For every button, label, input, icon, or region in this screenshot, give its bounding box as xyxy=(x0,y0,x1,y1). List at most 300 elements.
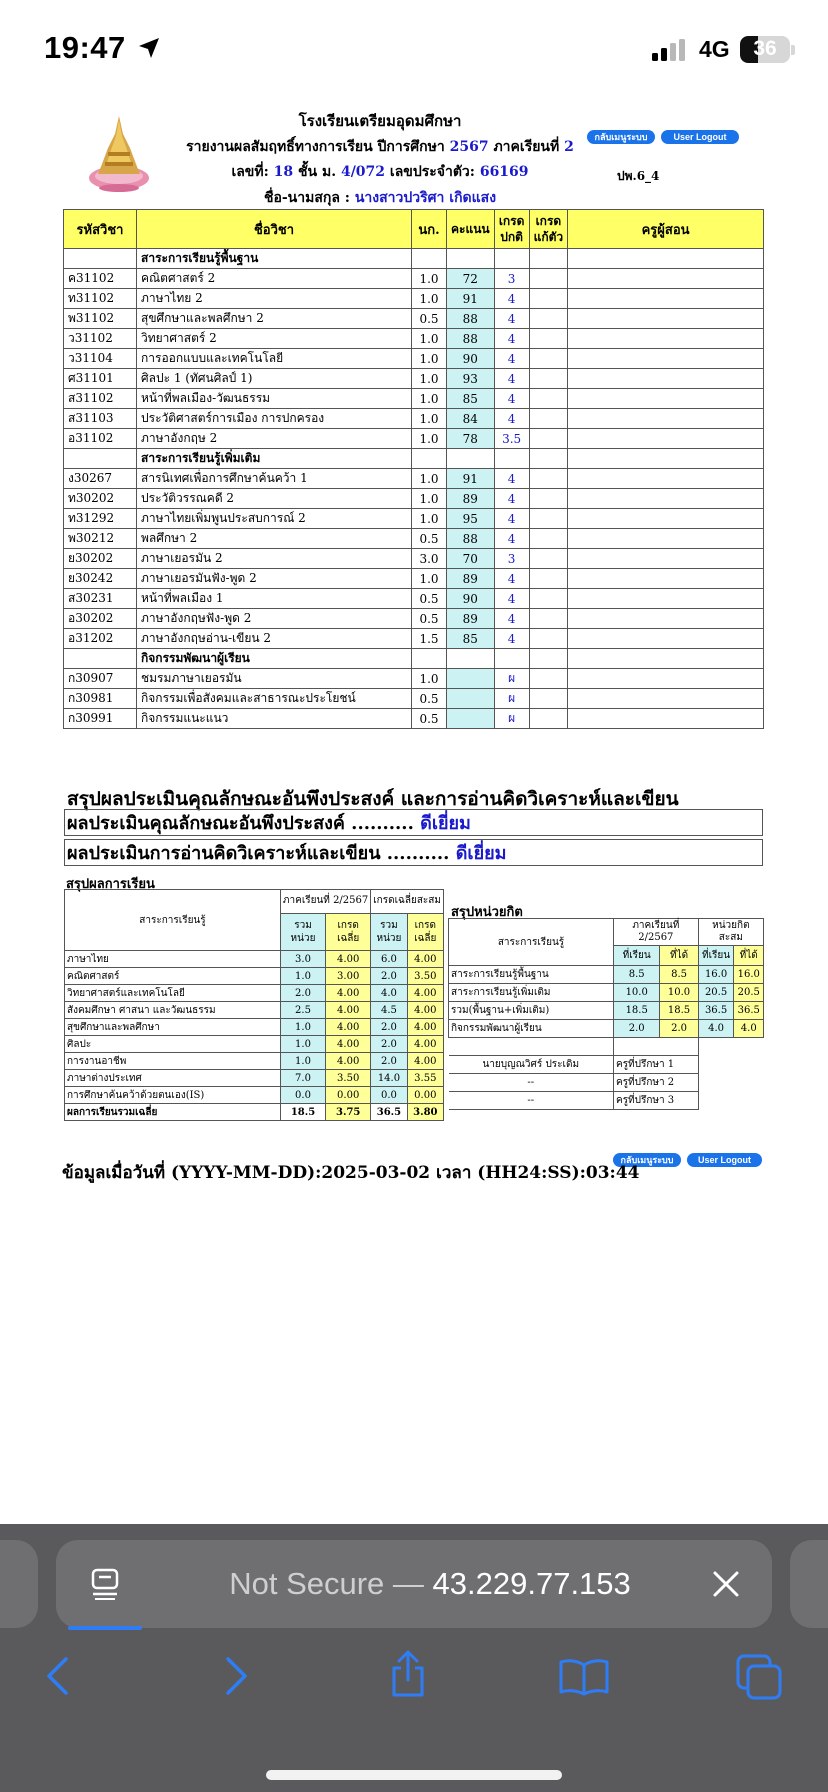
summary-area: ศิลปะ xyxy=(65,1036,281,1053)
header-code: รหัสวิชา xyxy=(64,210,137,249)
subject-code: อ31202 xyxy=(64,629,137,649)
summary-cum-gpa: 4.00 xyxy=(407,985,443,1002)
summary-cum-units: 14.0 xyxy=(371,1070,407,1087)
summary-cum-gpa: 3.55 xyxy=(407,1070,443,1087)
credits-area: กิจกรรมพัฒนาผู้เรียน xyxy=(449,1020,614,1038)
subject-credit: 0.5 xyxy=(412,529,447,549)
subject-fix-grade xyxy=(529,429,568,449)
table-row xyxy=(64,289,764,309)
subject-name: หน้าที่พลเมือง-วัฒนธรรม xyxy=(137,389,412,409)
semester: 2 xyxy=(564,139,574,155)
advisor-empty-cell xyxy=(698,1074,763,1092)
group-empty-cell xyxy=(447,649,495,669)
subject-teacher xyxy=(568,289,764,309)
table-row xyxy=(65,985,444,1002)
header-grade-line1: เกรด xyxy=(498,214,525,228)
subject-fix-grade xyxy=(529,569,568,589)
back-to-menu-button[interactable]: กลับเมนูระบบ xyxy=(587,130,655,144)
close-icon[interactable] xyxy=(712,1570,740,1598)
subject-credit: 0.5 xyxy=(412,609,447,629)
subject-score: 88 xyxy=(447,529,495,549)
summary-header-units: รวมหน่วย xyxy=(280,913,325,950)
subject-credit: 1.0 xyxy=(412,669,447,689)
characteristics-evaluation xyxy=(64,809,763,836)
results-summary-table xyxy=(64,889,444,1121)
subject-fix-grade xyxy=(529,509,568,529)
summary-area: การศึกษาค้นคว้าด้วยตนเอง(IS) xyxy=(65,1087,281,1104)
advisor-label: ครูที่ปรึกษา 2 xyxy=(614,1074,699,1092)
subject-code: ส31103 xyxy=(64,409,137,429)
credits-earned: 8.5 xyxy=(660,966,698,984)
summary-cum-gpa: 4.00 xyxy=(407,1019,443,1036)
semester-label: ภาคเรียนที่ xyxy=(493,139,560,155)
group-empty-cell xyxy=(568,449,764,469)
name-label: ชื่อ-นามสกุล : xyxy=(263,190,350,206)
subject-grade: ผ xyxy=(494,689,529,709)
subject-credit: 0.5 xyxy=(412,689,447,709)
form-code: ปพ.6_4 xyxy=(617,169,660,183)
subject-fix-grade xyxy=(529,609,568,629)
summary-cum-units: 0.0 xyxy=(371,1087,407,1104)
logout-button[interactable]: User Logout xyxy=(661,130,739,144)
subject-grade: 4 xyxy=(494,409,529,429)
advisor-row xyxy=(449,1074,764,1092)
header-fix-grade xyxy=(529,210,568,249)
table-row xyxy=(64,609,764,629)
subject-grade: ผ xyxy=(494,669,529,689)
group-title: สาระการเรียนรู้เพิ่มเติม xyxy=(137,449,412,469)
credits-cum-enrolled: 20.5 xyxy=(698,984,734,1002)
subject-grade: 4 xyxy=(494,289,529,309)
table-row xyxy=(64,269,764,289)
advisor-row xyxy=(449,1056,764,1074)
subject-grade: 4 xyxy=(494,629,529,649)
battery-tip xyxy=(791,45,795,55)
subject-credit: 1.0 xyxy=(412,349,447,369)
subject-teacher xyxy=(568,569,764,589)
group-empty-cell xyxy=(412,249,447,269)
table-row xyxy=(64,389,764,409)
credits-enrolled: 18.5 xyxy=(614,1002,660,1020)
table-row xyxy=(64,709,764,729)
subject-code: ศ31101 xyxy=(64,369,137,389)
summary-cum-gpa: 4.00 xyxy=(407,951,443,968)
subject-name: ภาษาเยอรมันฟัง-พูด 2 xyxy=(137,569,412,589)
table-row xyxy=(65,1053,444,1070)
summary-total-cum-gpa: 3.80 xyxy=(407,1104,443,1121)
subject-grade: 4 xyxy=(494,589,529,609)
subject-credit: 3.0 xyxy=(412,549,447,569)
subject-score: 88 xyxy=(447,329,495,349)
address-bar[interactable] xyxy=(56,1540,772,1628)
subject-name: คณิตศาสตร์ 2 xyxy=(137,269,412,289)
subject-score xyxy=(447,689,495,709)
subject-code: ว31102 xyxy=(64,329,137,349)
summary-total-units: 18.5 xyxy=(280,1104,325,1121)
group-empty-cell xyxy=(64,649,137,669)
subject-credit: 0.5 xyxy=(412,589,447,609)
summary-cum-units: 6.0 xyxy=(371,951,407,968)
subject-score: 85 xyxy=(447,389,495,409)
subject-score: 72 xyxy=(447,269,495,289)
characteristics-label: ผลประเมินคุณลักษณะอันพึงประสงค์ .......... xyxy=(67,813,414,834)
summary-units: 1.0 xyxy=(280,1019,325,1036)
subject-grade: 4 xyxy=(494,489,529,509)
load-progress-bar xyxy=(68,1626,142,1630)
subject-score: 89 xyxy=(447,489,495,509)
advisor-empty-cell xyxy=(698,1056,763,1074)
subject-name: ภาษาไทยเพิ่มพูนประสบการณ์ 2 xyxy=(137,509,412,529)
subject-name: ภาษาอังกฤษอ่าน-เขียน 2 xyxy=(137,629,412,649)
credits-enrolled: 8.5 xyxy=(614,966,660,984)
table-row xyxy=(65,1036,444,1053)
subject-name: ประวัติศาสตร์การเมือง การปกครอง xyxy=(137,409,412,429)
subject-teacher xyxy=(568,369,764,389)
group-empty-cell xyxy=(494,449,529,469)
subject-fix-grade xyxy=(529,269,568,289)
table-row xyxy=(64,529,764,549)
subject-score: 91 xyxy=(447,289,495,309)
subject-score: 93 xyxy=(447,369,495,389)
student-number: 18 xyxy=(273,164,294,180)
student-info-line xyxy=(150,161,610,183)
subject-teacher xyxy=(568,709,764,729)
subject-teacher xyxy=(568,489,764,509)
share-icon[interactable] xyxy=(388,1650,428,1698)
summary-area: การงานอาชีพ xyxy=(65,1053,281,1070)
subject-code: ย30202 xyxy=(64,549,137,569)
subject-fix-grade xyxy=(529,349,568,369)
advisor-body xyxy=(449,1056,764,1110)
subject-teacher xyxy=(568,549,764,569)
subject-score: 78 xyxy=(447,429,495,449)
summary-gpa: 0.00 xyxy=(326,1087,371,1104)
credits-enrolled: 10.0 xyxy=(614,984,660,1002)
subject-score xyxy=(447,669,495,689)
summary-cum-units: 4.5 xyxy=(371,1002,407,1019)
summary-gpa: 3.00 xyxy=(326,968,371,985)
table-row xyxy=(64,409,764,429)
subject-code: ส30231 xyxy=(64,589,137,609)
subject-code: ค31102 xyxy=(64,269,137,289)
school-crest-logo xyxy=(86,114,152,196)
subject-teacher xyxy=(568,509,764,529)
table-row xyxy=(64,549,764,569)
summary-total-gpa: 3.75 xyxy=(326,1104,371,1121)
credits-earned: 10.0 xyxy=(660,984,698,1002)
header-fix-line2: แก้ตัว xyxy=(533,230,564,244)
student-class: 4/072 xyxy=(340,164,386,180)
table-row xyxy=(64,469,764,489)
logout-button-bottom[interactable]: User Logout xyxy=(687,1153,762,1167)
bookmarks-icon[interactable] xyxy=(558,1658,610,1696)
summary-header-semester: ภาคเรียนที่ 2/2567 xyxy=(280,890,370,914)
table-row xyxy=(64,629,764,649)
grades-body xyxy=(64,249,764,729)
subject-credit: 1.5 xyxy=(412,629,447,649)
subject-code: อ30202 xyxy=(64,609,137,629)
subject-teacher xyxy=(568,429,764,449)
subject-code: ท31292 xyxy=(64,509,137,529)
subject-score: 95 xyxy=(447,509,495,529)
subject-credit: 1.0 xyxy=(412,409,447,429)
evaluation-title: สรุปผลประเมินคุณลักษณะอันพึงประสงค์ และการอ่านคิดวิเคราะห์และเขียน xyxy=(67,788,679,810)
subject-score: 90 xyxy=(447,589,495,609)
subject-score: 89 xyxy=(447,609,495,629)
subject-name: สุขศึกษาและพลศึกษา 2 xyxy=(137,309,412,329)
summary-cum-units: 4.0 xyxy=(371,985,407,1002)
subject-credit: 0.5 xyxy=(412,709,447,729)
summary-gpa: 3.50 xyxy=(326,1070,371,1087)
subject-name: ชมรมภาษาเยอรมัน xyxy=(137,669,412,689)
summary-cum-units: 2.0 xyxy=(371,1053,407,1070)
summary-units: 1.0 xyxy=(280,968,325,985)
back-to-menu-button-bottom[interactable]: กลับเมนูระบบ xyxy=(613,1153,681,1167)
subject-grade: 4 xyxy=(494,369,529,389)
battery-icon xyxy=(740,36,790,63)
table-row xyxy=(64,489,764,509)
number-label: เลขที่: xyxy=(231,164,269,180)
subject-name: ภาษาไทย 2 xyxy=(137,289,412,309)
header-fix-line1: เกรด xyxy=(535,214,562,228)
group-empty-cell xyxy=(412,449,447,469)
subject-credit: 1.0 xyxy=(412,429,447,449)
subject-grade: 3 xyxy=(494,549,529,569)
subject-score: 85 xyxy=(447,629,495,649)
subject-credit: 1.0 xyxy=(412,289,447,309)
summary-area: วิทยาศาสตร์และเทคโนโลยี xyxy=(65,985,281,1002)
group-empty-cell xyxy=(412,649,447,669)
group-empty-cell xyxy=(529,249,568,269)
group-header-row xyxy=(64,249,764,269)
student-name: นางสาวปวริศา xyxy=(354,190,445,206)
data-timestamp: ข้อมูลเมื่อวันที่ (YYYY-MM-DD):2025-03-02 เวลา (HH24:SS):03:44 xyxy=(62,1163,640,1183)
subject-fix-grade xyxy=(529,669,568,689)
summary-gpa: 4.00 xyxy=(326,1036,371,1053)
home-indicator[interactable] xyxy=(266,1770,562,1780)
summary-header-cum-gpa: เกรดเฉลี่ย xyxy=(407,913,443,950)
subject-score: 89 xyxy=(447,569,495,589)
subject-teacher xyxy=(568,409,764,429)
tabs-icon[interactable] xyxy=(736,1654,784,1700)
subject-fix-grade xyxy=(529,549,568,569)
back-chevron-icon[interactable] xyxy=(44,1656,70,1696)
subject-fix-grade xyxy=(529,689,568,709)
summary-cum-gpa: 4.00 xyxy=(407,1036,443,1053)
table-row xyxy=(64,429,764,449)
table-row xyxy=(64,369,764,389)
advisor-label: ครูที่ปรึกษา 3 xyxy=(614,1092,699,1110)
group-empty-cell xyxy=(447,249,495,269)
school-name: โรงเรียนเตรียมอุดมศึกษา xyxy=(298,112,462,130)
summary-header-cumulative: เกรดเฉลี่ยสะสม xyxy=(371,890,444,914)
subject-fix-grade xyxy=(529,489,568,509)
header-subject: ชื่อวิชา xyxy=(137,210,412,249)
subject-credit: 1.0 xyxy=(412,489,447,509)
subject-fix-grade xyxy=(529,309,568,329)
subject-name: ศิลปะ 1 (ทัศนศิลป์ 1) xyxy=(137,369,412,389)
subject-fix-grade xyxy=(529,369,568,389)
credits-header-enrolled: ที่เรียน xyxy=(614,946,660,966)
table-row xyxy=(65,951,444,968)
summary-gpa: 4.00 xyxy=(326,951,371,968)
subject-credit: 1.0 xyxy=(412,389,447,409)
summary-gpa: 4.00 xyxy=(326,1053,371,1070)
reading-label: ผลประเมินการอ่านคิดวิเคราะห์และเขียน .......... xyxy=(67,843,450,864)
previous-tab-preview[interactable] xyxy=(0,1540,38,1628)
group-empty-cell xyxy=(568,649,764,669)
id-label: เลขประจำตัว: xyxy=(389,164,475,180)
reading-value: ดีเยี่ยม xyxy=(455,843,507,864)
url-display[interactable] xyxy=(200,1566,660,1602)
subject-teacher xyxy=(568,689,764,709)
subject-credit: 1.0 xyxy=(412,269,447,289)
subject-teacher xyxy=(568,309,764,329)
subject-credit: 1.0 xyxy=(412,509,447,529)
summary-cum-gpa: 4.00 xyxy=(407,1002,443,1019)
subject-score: 88 xyxy=(447,309,495,329)
subject-teacher xyxy=(568,589,764,609)
advisor-label: ครูที่ปรึกษา 1 xyxy=(614,1056,699,1074)
table-row xyxy=(449,966,764,984)
forward-chevron-icon[interactable] xyxy=(224,1656,250,1696)
academic-year: 2567 xyxy=(449,139,489,155)
summary-gpa: 4.00 xyxy=(326,985,371,1002)
summary-area: สังคมศึกษา ศาสนา และวัฒนธรรม xyxy=(65,1002,281,1019)
credits-header-area: สาระการเรียนรู้ xyxy=(449,919,614,966)
header-teacher: ครูผู้สอน xyxy=(568,210,764,249)
subject-fix-grade xyxy=(529,589,568,609)
summary-cum-units: 2.0 xyxy=(371,1019,407,1036)
subject-code: ก30907 xyxy=(64,669,137,689)
characteristics-value: ดีเยี่ยม xyxy=(420,813,471,834)
subject-fix-grade xyxy=(529,409,568,429)
subject-grade: 3.5 xyxy=(494,429,529,449)
summary-cum-gpa: 0.00 xyxy=(407,1087,443,1104)
subject-fix-grade xyxy=(529,389,568,409)
summary-units: 3.0 xyxy=(280,951,325,968)
subject-teacher xyxy=(568,349,764,369)
subject-name: กิจกรรมแนะแนว xyxy=(137,709,412,729)
credits-cum-enrolled: 36.5 xyxy=(698,1002,734,1020)
subject-grade: 4 xyxy=(494,509,529,529)
subject-code: ท30202 xyxy=(64,489,137,509)
summary-cum-units: 2.0 xyxy=(371,1036,407,1053)
subject-credit: 0.5 xyxy=(412,309,447,329)
subject-name: พลศึกษา 2 xyxy=(137,529,412,549)
credits-summary-table xyxy=(448,918,764,1110)
table-row xyxy=(64,689,764,709)
student-name-line xyxy=(150,187,610,209)
subject-fix-grade xyxy=(529,709,568,729)
summary-header-area: สาระการเรียนรู้ xyxy=(65,890,281,951)
page-menu-icon[interactable] xyxy=(90,1568,120,1600)
credits-header-cum-earned: ที่ได้ xyxy=(734,946,764,966)
subject-fix-grade xyxy=(529,329,568,349)
group-title: สาระการเรียนรู้พื้นฐาน xyxy=(137,249,412,269)
subject-code: ท31102 xyxy=(64,289,137,309)
credits-title: สรุปหน่วยกิต xyxy=(451,905,523,920)
summary-area: สุขศึกษาและพลศึกษา xyxy=(65,1019,281,1036)
advisor-name: -- xyxy=(449,1074,614,1092)
subject-code: ก30991 xyxy=(64,709,137,729)
status-bar xyxy=(0,0,828,100)
table-row xyxy=(64,309,764,329)
subject-grade: 3 xyxy=(494,269,529,289)
subject-name: ภาษาอังกฤษ 2 xyxy=(137,429,412,449)
summary-units: 0.0 xyxy=(280,1087,325,1104)
table-row xyxy=(64,569,764,589)
grades-header-row xyxy=(64,210,764,249)
summary-units: 1.0 xyxy=(280,1053,325,1070)
credits-header-semester: ภาคเรียนที่ 2/2567 xyxy=(614,919,699,946)
table-row xyxy=(64,329,764,349)
browser-toolbar xyxy=(0,1524,828,1792)
subject-credit: 1.0 xyxy=(412,469,447,489)
subject-name: หน้าที่พลเมือง 1 xyxy=(137,589,412,609)
table-row xyxy=(64,589,764,609)
subject-teacher xyxy=(568,389,764,409)
subject-fix-grade xyxy=(529,629,568,649)
subject-grade: 4 xyxy=(494,329,529,349)
summary-body xyxy=(65,951,444,1121)
next-tab-preview[interactable] xyxy=(790,1540,828,1628)
subject-code: ย30242 xyxy=(64,569,137,589)
credits-header-earned: ที่ได้ xyxy=(660,946,698,966)
credits-area: สาระการเรียนรู้เพิ่มเติม xyxy=(449,984,614,1002)
subject-code: อ31102 xyxy=(64,429,137,449)
group-empty-cell xyxy=(494,249,529,269)
subject-code: ก30981 xyxy=(64,689,137,709)
group-empty-cell xyxy=(64,249,137,269)
group-empty-cell xyxy=(529,649,568,669)
class-label: ชั้น ม. xyxy=(298,164,337,180)
subject-teacher xyxy=(568,469,764,489)
group-empty-cell xyxy=(64,449,137,469)
subject-score: 70 xyxy=(447,549,495,569)
advisor-name: -- xyxy=(449,1092,614,1110)
subject-code: ว31104 xyxy=(64,349,137,369)
status-time: 19:47 xyxy=(44,30,126,65)
subject-teacher xyxy=(568,609,764,629)
subject-grade: 4 xyxy=(494,389,529,409)
summary-units: 2.5 xyxy=(280,1002,325,1019)
table-row xyxy=(65,968,444,985)
subject-credit: 1.0 xyxy=(412,329,447,349)
header-score: คะแนน xyxy=(447,210,495,249)
credits-area: รวม(พื้นฐาน+เพิ่มเติม) xyxy=(449,1002,614,1020)
credits-cum-earned: 4.0 xyxy=(734,1020,764,1038)
table-row xyxy=(65,1070,444,1087)
table-row xyxy=(64,509,764,529)
header-grade-line2: ปกติ xyxy=(500,230,523,244)
security-label: Not Secure xyxy=(229,1566,385,1601)
credits-area: สาระการเรียนรู้พื้นฐาน xyxy=(449,966,614,984)
summary-area: คณิตศาสตร์ xyxy=(65,968,281,985)
subject-name: ประวัติวรรณคดี 2 xyxy=(137,489,412,509)
credits-cum-earned: 36.5 xyxy=(734,1002,764,1020)
table-row xyxy=(449,1020,764,1038)
summary-units: 2.0 xyxy=(280,985,325,1002)
group-title: กิจกรรมพัฒนาผู้เรียน xyxy=(137,649,412,669)
location-arrow-icon xyxy=(137,36,161,60)
subject-name: สารนิเทศเพื่อการศึกษาค้นคว้า 1 xyxy=(137,469,412,489)
report-title: รายงานผลสัมฤทธิ์ทางการเรียน ปีการศึกษา xyxy=(186,139,445,155)
network-type: 4G xyxy=(699,36,730,62)
credits-cum-enrolled: 16.0 xyxy=(698,966,734,984)
advisor-row xyxy=(449,1092,764,1110)
summary-header-row-1 xyxy=(65,890,444,914)
